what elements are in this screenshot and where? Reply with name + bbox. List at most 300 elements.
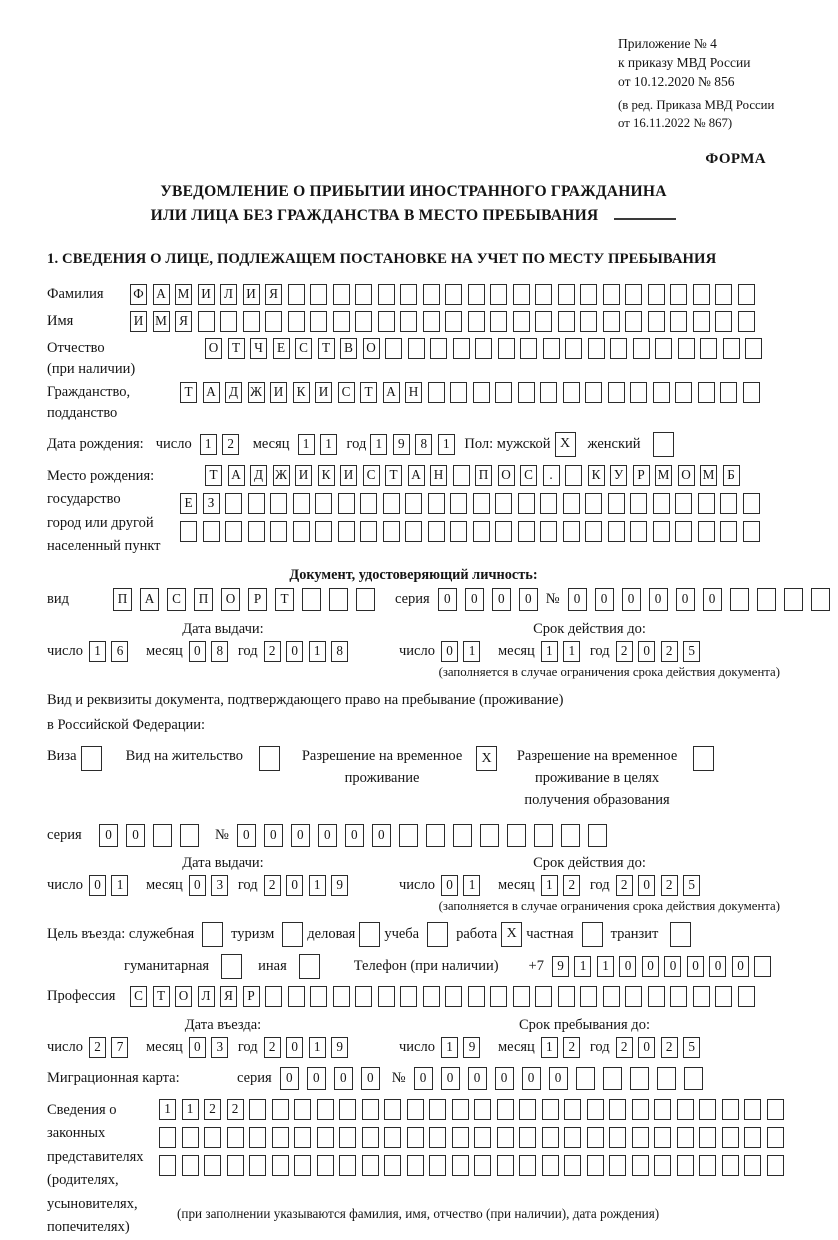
char-cell[interactable]: Б	[723, 465, 740, 486]
char-cell[interactable]	[730, 588, 749, 611]
char-cell[interactable]	[745, 338, 762, 359]
char-cell[interactable]: 0	[709, 956, 726, 977]
char-cell[interactable]	[310, 284, 327, 305]
char-cell[interactable]: 5	[683, 641, 700, 662]
char-cell[interactable]	[513, 311, 530, 332]
char-cell[interactable]: 0	[441, 875, 458, 896]
char-cell[interactable]: 0	[549, 1067, 568, 1090]
char-cell[interactable]	[317, 1155, 334, 1176]
char-cell[interactable]	[220, 311, 237, 332]
char-cell[interactable]: С	[338, 382, 355, 403]
char-cell[interactable]	[153, 824, 172, 847]
char-cell[interactable]	[333, 986, 350, 1007]
char-cell[interactable]	[355, 986, 372, 1007]
char-cell[interactable]: М	[700, 465, 717, 486]
char-cell[interactable]	[450, 382, 467, 403]
char-cell[interactable]	[563, 382, 580, 403]
char-cell[interactable]: М	[153, 311, 170, 332]
char-cell[interactable]: У	[610, 465, 627, 486]
char-cell[interactable]	[400, 311, 417, 332]
char-cell[interactable]	[518, 382, 535, 403]
char-cell[interactable]	[565, 338, 582, 359]
char-cell[interactable]: 0	[438, 588, 457, 611]
char-cell[interactable]	[293, 493, 310, 514]
char-cell[interactable]	[453, 338, 470, 359]
char-cell[interactable]	[743, 382, 760, 403]
char-cell[interactable]: 0	[495, 1067, 514, 1090]
char-cell[interactable]: 0	[568, 588, 587, 611]
char-cell[interactable]	[535, 986, 552, 1007]
char-cell[interactable]	[182, 1127, 199, 1148]
char-cell[interactable]: 0	[468, 1067, 487, 1090]
char-cell[interactable]	[693, 311, 710, 332]
char-cell[interactable]	[535, 284, 552, 305]
char-cell[interactable]	[384, 1099, 401, 1120]
char-cell[interactable]	[715, 311, 732, 332]
char-cell[interactable]	[699, 1155, 716, 1176]
char-cell[interactable]	[632, 1155, 649, 1176]
char-cell[interactable]: 0	[280, 1067, 299, 1090]
char-cell[interactable]	[452, 1155, 469, 1176]
char-cell[interactable]: Р	[243, 986, 260, 1007]
char-cell[interactable]: 2	[661, 875, 678, 896]
char-cell[interactable]: 0	[264, 824, 283, 847]
char-cell[interactable]	[407, 1155, 424, 1176]
char-cell[interactable]	[563, 521, 580, 542]
char-cell[interactable]	[720, 521, 737, 542]
char-cell[interactable]	[429, 1155, 446, 1176]
char-cell[interactable]	[329, 588, 348, 611]
char-cell[interactable]	[632, 1099, 649, 1120]
char-cell[interactable]	[399, 824, 418, 847]
purpose-other-checkbox[interactable]	[299, 954, 320, 979]
char-cell[interactable]	[675, 521, 692, 542]
char-cell[interactable]	[540, 493, 557, 514]
char-cell[interactable]: Е	[273, 338, 290, 359]
char-cell[interactable]	[654, 1127, 671, 1148]
char-cell[interactable]	[339, 1127, 356, 1148]
char-cell[interactable]	[630, 521, 647, 542]
char-cell[interactable]: 0	[492, 588, 511, 611]
char-cell[interactable]: 0	[595, 588, 614, 611]
char-cell[interactable]	[585, 521, 602, 542]
char-cell[interactable]	[473, 493, 490, 514]
purpose-tourism-checkbox[interactable]	[282, 922, 303, 947]
char-cell[interactable]: 0	[732, 956, 749, 977]
char-cell[interactable]: 1	[563, 641, 580, 662]
char-cell[interactable]	[498, 338, 515, 359]
char-cell[interactable]	[317, 1127, 334, 1148]
char-cell[interactable]: 0	[189, 641, 206, 662]
char-cell[interactable]: 0	[291, 824, 310, 847]
char-cell[interactable]	[542, 1127, 559, 1148]
char-cell[interactable]	[339, 1155, 356, 1176]
char-cell[interactable]: О	[678, 465, 695, 486]
char-cell[interactable]	[445, 284, 462, 305]
char-cell[interactable]	[534, 824, 553, 847]
char-cell[interactable]	[609, 1127, 626, 1148]
char-cell[interactable]	[430, 338, 447, 359]
char-cell[interactable]	[249, 1127, 266, 1148]
temp-residence-checkbox[interactable]: X	[476, 746, 497, 771]
char-cell[interactable]: 0	[237, 824, 256, 847]
char-cell[interactable]	[338, 493, 355, 514]
char-cell[interactable]	[468, 284, 485, 305]
char-cell[interactable]	[203, 521, 220, 542]
char-cell[interactable]: Ф	[130, 284, 147, 305]
char-cell[interactable]	[474, 1127, 491, 1148]
char-cell[interactable]: Л	[198, 986, 215, 1007]
char-cell[interactable]	[317, 1099, 334, 1120]
char-cell[interactable]: Н	[405, 382, 422, 403]
char-cell[interactable]	[356, 588, 375, 611]
char-cell[interactable]: 9	[552, 956, 569, 977]
char-cell[interactable]	[670, 284, 687, 305]
char-cell[interactable]	[670, 986, 687, 1007]
char-cell[interactable]	[294, 1127, 311, 1148]
char-cell[interactable]	[542, 1155, 559, 1176]
char-cell[interactable]	[543, 338, 560, 359]
char-cell[interactable]	[180, 824, 199, 847]
char-cell[interactable]: 0	[345, 824, 364, 847]
char-cell[interactable]	[519, 1155, 536, 1176]
char-cell[interactable]: 2	[563, 875, 580, 896]
char-cell[interactable]	[630, 382, 647, 403]
char-cell[interactable]	[633, 338, 650, 359]
char-cell[interactable]	[657, 1067, 676, 1090]
char-cell[interactable]: И	[340, 465, 357, 486]
char-cell[interactable]	[333, 311, 350, 332]
char-cell[interactable]: .	[543, 465, 560, 486]
char-cell[interactable]	[249, 1155, 266, 1176]
char-cell[interactable]	[587, 1155, 604, 1176]
char-cell[interactable]: 0	[638, 1037, 655, 1058]
char-cell[interactable]: 0	[318, 824, 337, 847]
char-cell[interactable]: 0	[441, 641, 458, 662]
char-cell[interactable]: И	[198, 284, 215, 305]
char-cell[interactable]: 0	[189, 1037, 206, 1058]
char-cell[interactable]	[811, 588, 830, 611]
char-cell[interactable]	[315, 493, 332, 514]
char-cell[interactable]	[360, 493, 377, 514]
char-cell[interactable]: Т	[275, 588, 294, 611]
char-cell[interactable]	[535, 311, 552, 332]
char-cell[interactable]	[159, 1155, 176, 1176]
char-cell[interactable]: 1	[597, 956, 614, 977]
char-cell[interactable]	[675, 493, 692, 514]
char-cell[interactable]	[587, 1127, 604, 1148]
char-cell[interactable]: С	[520, 465, 537, 486]
char-cell[interactable]: А	[203, 382, 220, 403]
char-cell[interactable]	[355, 311, 372, 332]
char-cell[interactable]: Ж	[248, 382, 265, 403]
char-cell[interactable]	[384, 1127, 401, 1148]
char-cell[interactable]	[497, 1155, 514, 1176]
char-cell[interactable]: Р	[248, 588, 267, 611]
char-cell[interactable]	[585, 493, 602, 514]
char-cell[interactable]	[653, 493, 670, 514]
char-cell[interactable]: 2	[616, 875, 633, 896]
char-cell[interactable]	[468, 311, 485, 332]
char-cell[interactable]: 6	[111, 641, 128, 662]
char-cell[interactable]: 8	[415, 434, 432, 455]
char-cell[interactable]: 1	[309, 641, 326, 662]
char-cell[interactable]	[480, 824, 499, 847]
char-cell[interactable]: 2	[204, 1099, 221, 1120]
char-cell[interactable]	[468, 986, 485, 1007]
char-cell[interactable]	[585, 382, 602, 403]
purpose-study-checkbox[interactable]	[427, 922, 448, 947]
char-cell[interactable]	[678, 338, 695, 359]
char-cell[interactable]	[453, 465, 470, 486]
char-cell[interactable]	[720, 382, 737, 403]
char-cell[interactable]	[684, 1067, 703, 1090]
char-cell[interactable]	[265, 311, 282, 332]
char-cell[interactable]: 0	[441, 1067, 460, 1090]
char-cell[interactable]: 8	[331, 641, 348, 662]
char-cell[interactable]	[378, 284, 395, 305]
char-cell[interactable]	[383, 521, 400, 542]
char-cell[interactable]: 0	[642, 956, 659, 977]
char-cell[interactable]	[603, 311, 620, 332]
char-cell[interactable]	[497, 1127, 514, 1148]
char-cell[interactable]	[495, 493, 512, 514]
char-cell[interactable]	[784, 588, 803, 611]
char-cell[interactable]	[632, 1127, 649, 1148]
char-cell[interactable]: 0	[286, 875, 303, 896]
char-cell[interactable]	[625, 284, 642, 305]
char-cell[interactable]: Т	[385, 465, 402, 486]
char-cell[interactable]: 0	[676, 588, 695, 611]
char-cell[interactable]	[407, 1127, 424, 1148]
char-cell[interactable]	[723, 338, 740, 359]
char-cell[interactable]: 8	[211, 641, 228, 662]
char-cell[interactable]	[608, 382, 625, 403]
char-cell[interactable]	[408, 338, 425, 359]
char-cell[interactable]	[648, 311, 665, 332]
char-cell[interactable]	[182, 1155, 199, 1176]
char-cell[interactable]: 1	[298, 434, 315, 455]
purpose-work-checkbox[interactable]: X	[501, 922, 522, 947]
char-cell[interactable]: А	[153, 284, 170, 305]
char-cell[interactable]	[653, 382, 670, 403]
char-cell[interactable]	[450, 493, 467, 514]
char-cell[interactable]: 1	[89, 641, 106, 662]
char-cell[interactable]: 0	[703, 588, 722, 611]
char-cell[interactable]	[677, 1155, 694, 1176]
char-cell[interactable]: О	[205, 338, 222, 359]
char-cell[interactable]: В	[340, 338, 357, 359]
char-cell[interactable]: М	[655, 465, 672, 486]
char-cell[interactable]	[378, 986, 395, 1007]
char-cell[interactable]	[654, 1155, 671, 1176]
char-cell[interactable]	[293, 521, 310, 542]
char-cell[interactable]	[767, 1127, 784, 1148]
char-cell[interactable]	[630, 493, 647, 514]
char-cell[interactable]	[452, 1127, 469, 1148]
char-cell[interactable]	[272, 1155, 289, 1176]
char-cell[interactable]	[227, 1155, 244, 1176]
char-cell[interactable]: С	[130, 986, 147, 1007]
char-cell[interactable]	[720, 493, 737, 514]
char-cell[interactable]: И	[243, 284, 260, 305]
char-cell[interactable]	[519, 1127, 536, 1148]
char-cell[interactable]	[610, 338, 627, 359]
char-cell[interactable]	[294, 1099, 311, 1120]
char-cell[interactable]	[452, 1099, 469, 1120]
char-cell[interactable]: Ж	[273, 465, 290, 486]
char-cell[interactable]: 0	[622, 588, 641, 611]
char-cell[interactable]: 0	[89, 875, 106, 896]
char-cell[interactable]	[743, 493, 760, 514]
char-cell[interactable]	[715, 986, 732, 1007]
char-cell[interactable]	[608, 493, 625, 514]
char-cell[interactable]	[738, 986, 755, 1007]
char-cell[interactable]: Е	[180, 493, 197, 514]
char-cell[interactable]	[310, 311, 327, 332]
residence-permit-checkbox[interactable]	[259, 746, 280, 771]
char-cell[interactable]: М	[175, 284, 192, 305]
char-cell[interactable]: Я	[220, 986, 237, 1007]
char-cell[interactable]: 0	[189, 875, 206, 896]
char-cell[interactable]: 1	[320, 434, 337, 455]
char-cell[interactable]	[580, 311, 597, 332]
char-cell[interactable]	[473, 521, 490, 542]
char-cell[interactable]	[249, 1099, 266, 1120]
char-cell[interactable]: 0	[638, 641, 655, 662]
char-cell[interactable]	[693, 986, 710, 1007]
char-cell[interactable]	[564, 1127, 581, 1148]
char-cell[interactable]	[625, 986, 642, 1007]
char-cell[interactable]: 2	[89, 1037, 106, 1058]
char-cell[interactable]	[270, 521, 287, 542]
char-cell[interactable]	[495, 521, 512, 542]
char-cell[interactable]	[540, 382, 557, 403]
char-cell[interactable]: 0	[638, 875, 655, 896]
char-cell[interactable]	[699, 1099, 716, 1120]
char-cell[interactable]	[474, 1155, 491, 1176]
char-cell[interactable]: 2	[264, 875, 281, 896]
char-cell[interactable]: И	[130, 311, 147, 332]
char-cell[interactable]: Я	[265, 284, 282, 305]
char-cell[interactable]	[744, 1155, 761, 1176]
char-cell[interactable]	[272, 1127, 289, 1148]
char-cell[interactable]	[423, 986, 440, 1007]
char-cell[interactable]	[625, 311, 642, 332]
char-cell[interactable]	[362, 1155, 379, 1176]
char-cell[interactable]	[248, 493, 265, 514]
char-cell[interactable]	[563, 493, 580, 514]
char-cell[interactable]	[670, 311, 687, 332]
char-cell[interactable]: 1	[438, 434, 455, 455]
char-cell[interactable]: С	[363, 465, 380, 486]
char-cell[interactable]: Л	[220, 284, 237, 305]
char-cell[interactable]: П	[194, 588, 213, 611]
char-cell[interactable]	[159, 1127, 176, 1148]
char-cell[interactable]	[608, 521, 625, 542]
char-cell[interactable]: А	[383, 382, 400, 403]
char-cell[interactable]	[428, 493, 445, 514]
char-cell[interactable]: А	[228, 465, 245, 486]
purpose-humanitarian-checkbox[interactable]	[221, 954, 242, 979]
char-cell[interactable]: 0	[519, 588, 538, 611]
char-cell[interactable]	[497, 1099, 514, 1120]
char-cell[interactable]: 0	[522, 1067, 541, 1090]
char-cell[interactable]	[426, 824, 445, 847]
char-cell[interactable]	[722, 1099, 739, 1120]
char-cell[interactable]	[722, 1127, 739, 1148]
char-cell[interactable]	[754, 956, 771, 977]
char-cell[interactable]	[580, 986, 597, 1007]
char-cell[interactable]: С	[295, 338, 312, 359]
char-cell[interactable]: А	[140, 588, 159, 611]
purpose-official-checkbox[interactable]	[202, 922, 223, 947]
char-cell[interactable]	[384, 1155, 401, 1176]
char-cell[interactable]: О	[363, 338, 380, 359]
char-cell[interactable]	[507, 824, 526, 847]
char-cell[interactable]: 0	[649, 588, 668, 611]
char-cell[interactable]: 1	[182, 1099, 199, 1120]
char-cell[interactable]: И	[315, 382, 332, 403]
char-cell[interactable]	[542, 1099, 559, 1120]
char-cell[interactable]: 1	[463, 875, 480, 896]
char-cell[interactable]	[339, 1099, 356, 1120]
char-cell[interactable]	[603, 1067, 622, 1090]
char-cell[interactable]	[558, 311, 575, 332]
purpose-private-checkbox[interactable]	[582, 922, 603, 947]
char-cell[interactable]	[564, 1099, 581, 1120]
char-cell[interactable]	[428, 382, 445, 403]
char-cell[interactable]	[588, 824, 607, 847]
char-cell[interactable]	[288, 284, 305, 305]
char-cell[interactable]: П	[113, 588, 132, 611]
char-cell[interactable]: 0	[465, 588, 484, 611]
char-cell[interactable]	[648, 986, 665, 1007]
char-cell[interactable]: 3	[211, 1037, 228, 1058]
char-cell[interactable]	[333, 284, 350, 305]
char-cell[interactable]	[445, 986, 462, 1007]
char-cell[interactable]: Т	[153, 986, 170, 1007]
char-cell[interactable]	[561, 824, 580, 847]
char-cell[interactable]: Ч	[250, 338, 267, 359]
char-cell[interactable]: 1	[541, 1037, 558, 1058]
char-cell[interactable]	[288, 986, 305, 1007]
char-cell[interactable]	[518, 493, 535, 514]
char-cell[interactable]: 2	[264, 641, 281, 662]
char-cell[interactable]: 1	[111, 875, 128, 896]
char-cell[interactable]: 0	[664, 956, 681, 977]
char-cell[interactable]	[767, 1155, 784, 1176]
char-cell[interactable]	[744, 1099, 761, 1120]
char-cell[interactable]	[473, 382, 490, 403]
char-cell[interactable]: 9	[331, 1037, 348, 1058]
char-cell[interactable]	[225, 521, 242, 542]
char-cell[interactable]: Т	[228, 338, 245, 359]
char-cell[interactable]	[429, 1099, 446, 1120]
char-cell[interactable]	[677, 1127, 694, 1148]
char-cell[interactable]: Я	[175, 311, 192, 332]
char-cell[interactable]	[405, 493, 422, 514]
char-cell[interactable]	[587, 1099, 604, 1120]
char-cell[interactable]	[475, 338, 492, 359]
char-cell[interactable]	[558, 284, 575, 305]
char-cell[interactable]: Д	[250, 465, 267, 486]
char-cell[interactable]	[378, 311, 395, 332]
char-cell[interactable]	[428, 521, 445, 542]
char-cell[interactable]	[513, 284, 530, 305]
char-cell[interactable]	[558, 986, 575, 1007]
char-cell[interactable]	[385, 338, 402, 359]
